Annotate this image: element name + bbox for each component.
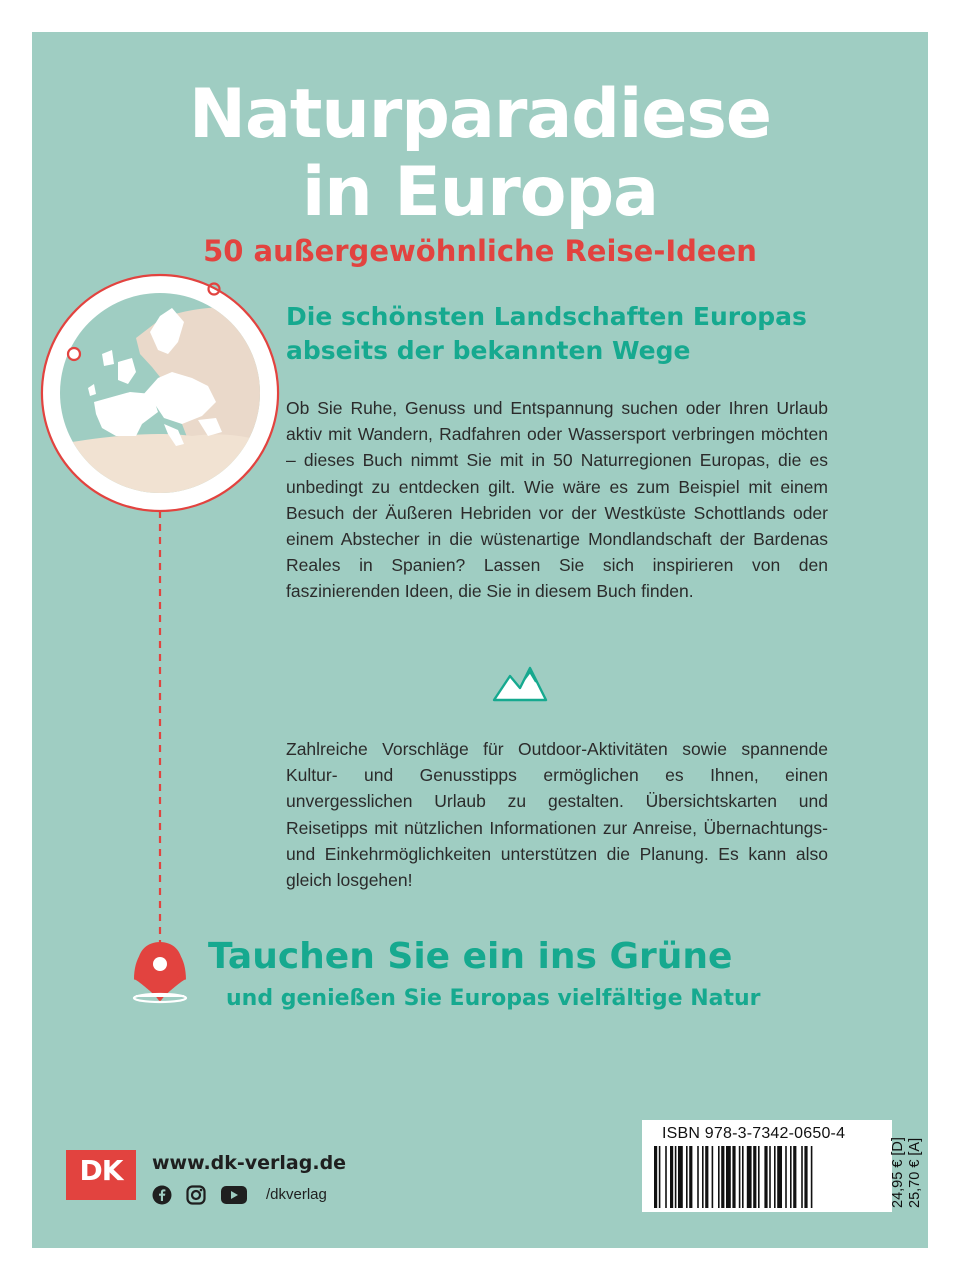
description-paragraph-1: Ob Sie Ruhe, Genuss und Entspannung suchen oder Ihren Urlaub aktiv mit Wandern, Radfahren oder Wassersport verbringen möchten – dieses Buch nimmt Sie mit in 50 Naturregionen Europas, die es unbedingt zu entdecken gilt. Wie wäre es zum Beispiel mit einem Besuch der Äußeren Hebriden vor der Westküste Schottlands oder einem Abstecher in die wüstenartige Mondlandschaft der Bardenas Reales in Spanien? Lassen Sie sich inspirieren von den faszinierenden Ideen, die Sie in diesem Buch finden. xyxy=(286,398,828,602)
location-pin-icon xyxy=(132,942,188,1002)
price-germany: 24,95 € [D] xyxy=(890,1137,906,1208)
headline xyxy=(286,300,846,368)
price-austria: 25,70 € [A] xyxy=(907,1137,923,1208)
mountains-icon xyxy=(494,668,546,700)
price-block xyxy=(890,1128,924,1208)
route-illustration xyxy=(32,32,928,1248)
isbn-number: ISBN 978-3-7342-0650-4 xyxy=(662,1125,846,1142)
subtitle: 50 außergewöhnliche Reise-Ideen xyxy=(203,234,757,268)
dk-logo: DK xyxy=(66,1150,136,1200)
instagram-icon[interactable] xyxy=(186,1185,206,1205)
website-link[interactable]: www.dk-verlag.de xyxy=(152,1152,347,1174)
book-back-cover xyxy=(32,32,928,1248)
barcode-icon xyxy=(654,1146,864,1208)
description-paragraph-2: Zahlreiche Vorschläge für Outdoor-Aktivitäten sowie spannende Kultur- und Genusstipps ermöglichen es Ihnen, einen unvergesslichen Urlaub zu gestalten. Übersichtskarten und Reisetipps mit nützlichen Informationen zur Anreise, Übernachtungs- und Einkehrmöglichkeiten unterstützen die Planung. Es kann also gleich losgehen! xyxy=(286,739,828,891)
youtube-icon[interactable] xyxy=(220,1185,248,1205)
call-to-action-subtitle: und genießen Sie Europas vielfältige Natur xyxy=(226,986,761,1011)
title-line-2: in Europa xyxy=(301,153,659,232)
social-handle[interactable]: /dkverlag xyxy=(266,1186,327,1203)
social-media-bar xyxy=(152,1184,327,1206)
headline-line-1: Die schönsten Landschaften Europas xyxy=(286,302,807,331)
call-to-action-title: Tauchen Sie ein ins Grüne xyxy=(208,936,733,977)
facebook-icon[interactable] xyxy=(152,1185,172,1205)
headline-line-2: abseits der bekannten Wege xyxy=(286,336,691,365)
title-line-1: Naturparadiese xyxy=(189,75,771,154)
barcode-area xyxy=(642,1120,923,1212)
